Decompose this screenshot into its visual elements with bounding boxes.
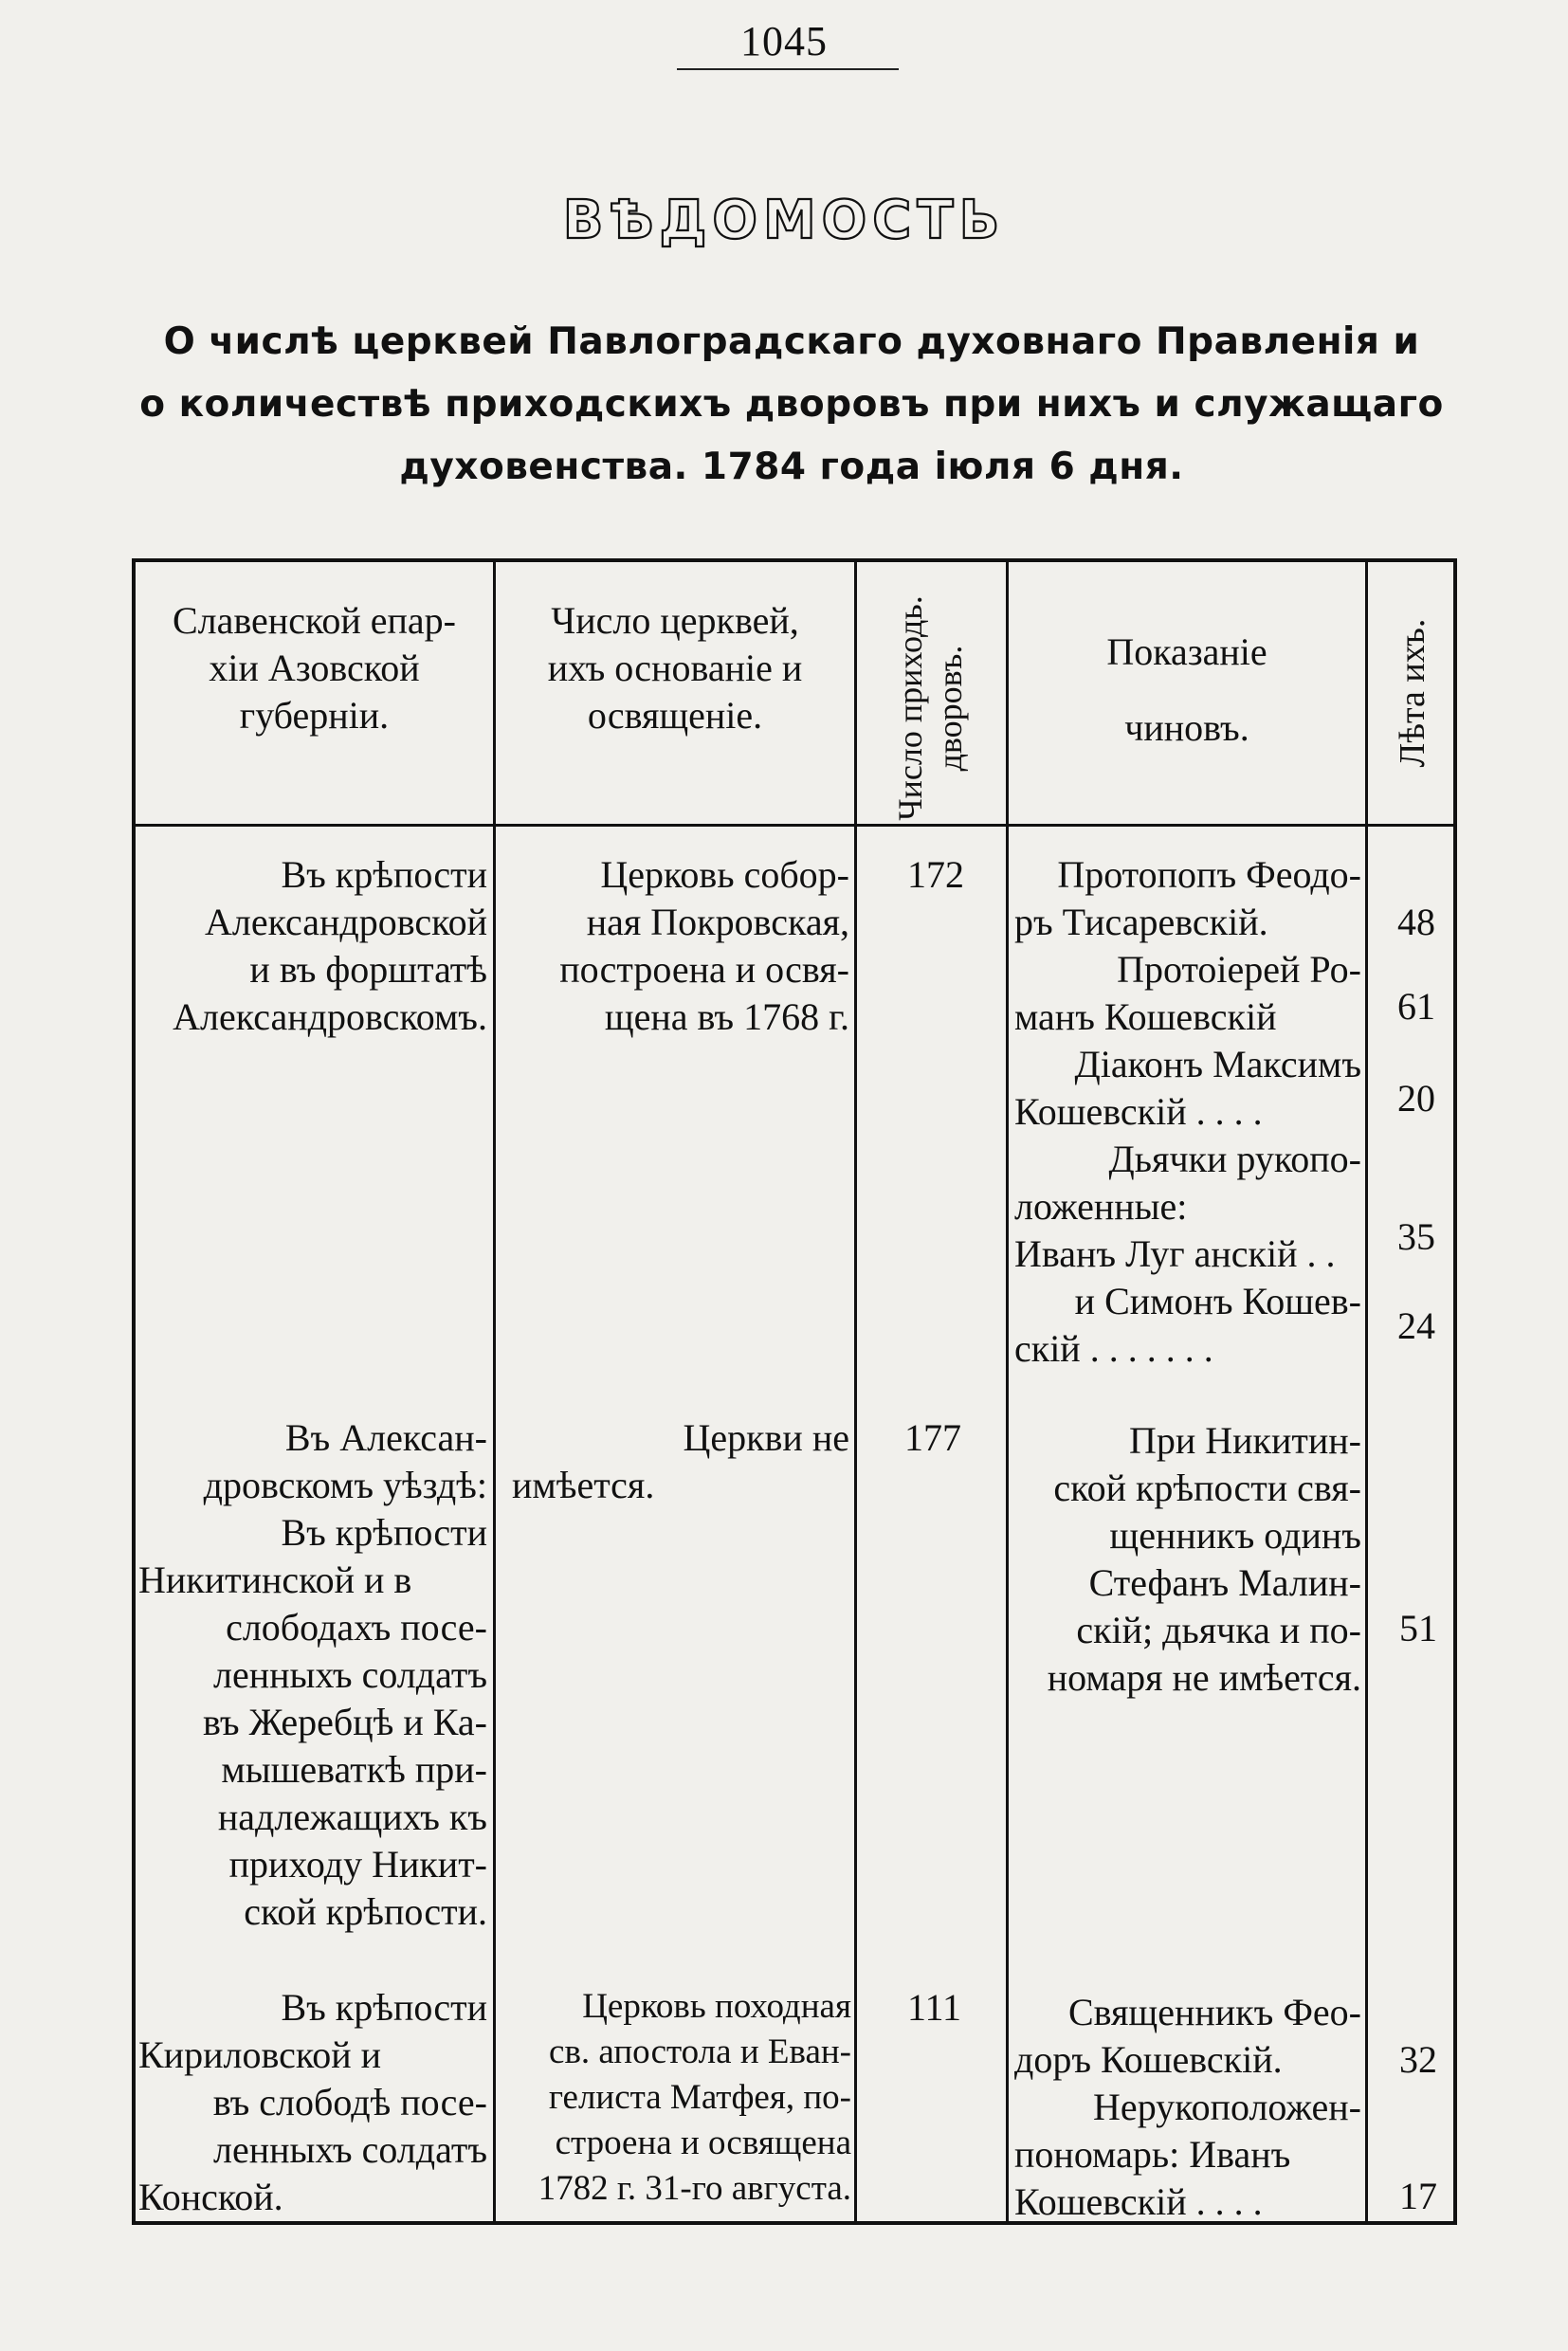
- text-line: скій . . . . . . .: [1014, 1327, 1213, 1370]
- row3-clergy: [1014, 1989, 1361, 2226]
- header-churches: [496, 597, 854, 739]
- text-line: строена и освящена: [555, 2123, 851, 2162]
- text-line: слободахъ посе-: [226, 1606, 487, 1649]
- text-line: и Симонъ Кошев-: [1074, 1280, 1361, 1322]
- subtitle-line: о количествѣ приходскихъ дворовъ при нихъ и служащаго: [139, 383, 1444, 426]
- text-line: Кошевскій . . . .: [1014, 2180, 1263, 2223]
- text-line: ная Покровская,: [586, 901, 849, 943]
- text-line: Александровскомъ.: [173, 995, 487, 1038]
- header-line: Число приходь.: [891, 595, 929, 821]
- text-line: построена и освя-: [559, 948, 849, 991]
- column-divider: [1365, 558, 1368, 2225]
- document-subtitle: [123, 311, 1460, 499]
- header-line: ихъ основаніе и: [547, 647, 803, 689]
- text-line: Протопопъ Феодо-: [1057, 853, 1361, 896]
- text-line: имѣется.: [512, 1464, 655, 1506]
- text-line: щенникъ одинъ: [1109, 1514, 1361, 1557]
- text-line: ленныхъ солдатъ: [213, 1653, 487, 1696]
- row3-church: [499, 1984, 851, 2212]
- text-line: Нерукоположен-: [1093, 2086, 1361, 2128]
- header-ranks: [1009, 614, 1365, 766]
- text-line: 1782 г. 31-го августа.: [538, 2169, 851, 2208]
- header-line: освященіе.: [587, 694, 763, 737]
- text-line: Церковь походная: [582, 1987, 851, 2026]
- header-divider: [132, 824, 1457, 827]
- row2-age: 51: [1399, 1607, 1437, 1649]
- column-divider: [1006, 558, 1009, 2225]
- text-line: Дьячки рукопо-: [1108, 1138, 1361, 1180]
- text-line: ской крѣпости свя-: [1053, 1467, 1361, 1509]
- text-line: Протоіерей Ро-: [1117, 948, 1361, 991]
- row3-households: 111: [907, 1986, 962, 2029]
- text-line: Александровской: [204, 901, 487, 943]
- row1-age: 35: [1397, 1215, 1435, 1258]
- clergy-table: [132, 558, 1457, 2225]
- header-line: Число церквей,: [551, 599, 799, 642]
- text-line: надлежащихъ къ: [217, 1795, 487, 1838]
- text-line: Стефанъ Малин-: [1088, 1561, 1361, 1604]
- text-line: и въ форштатѣ: [249, 948, 487, 991]
- text-line: Церкви не: [683, 1416, 849, 1459]
- page-number: 1045: [740, 18, 828, 64]
- header-ages: Лѣта ихъ.: [1393, 618, 1432, 768]
- text-line: мышеваткѣ при-: [221, 1748, 487, 1791]
- row2-place: [138, 1414, 487, 1936]
- text-line: Никитинской и в: [138, 1558, 412, 1601]
- text-line: манъ Кошевскій: [1014, 995, 1277, 1038]
- page-number-rule: [677, 68, 899, 70]
- row1-clergy: [1014, 851, 1361, 1373]
- header-line: дворовъ.: [931, 645, 969, 772]
- header-diocese: [136, 597, 493, 739]
- text-line: скій; дьячка и по-: [1076, 1609, 1361, 1651]
- text-line: доръ Кошевскій.: [1014, 2038, 1283, 2081]
- text-line: ръ Тисаревскій.: [1014, 901, 1268, 943]
- text-line: ложенные:: [1014, 1185, 1188, 1228]
- text-line: Въ Алексан-: [284, 1416, 487, 1459]
- page-number-wrap: [0, 17, 1568, 65]
- text-line: При Никитин-: [1128, 1419, 1361, 1462]
- row2-church: [512, 1414, 849, 1509]
- header-line: Славенской епар-: [172, 599, 456, 642]
- text-line: Иванъ Луг анскій . .: [1014, 1232, 1336, 1275]
- text-line: Священникъ Фео-: [1067, 1991, 1361, 2033]
- text-line: Въ крѣпости: [281, 1511, 487, 1554]
- column-divider: [493, 558, 496, 2225]
- header-line: губерніи.: [239, 694, 390, 737]
- column-divider: [854, 558, 857, 2225]
- text-line: пономарь: Иванъ: [1014, 2133, 1291, 2176]
- text-line: Церковь собор-: [600, 853, 849, 896]
- header-households: [890, 594, 970, 822]
- text-line: Кириловской и: [138, 2033, 382, 2076]
- text-line: ленныхъ солдатъ: [213, 2128, 487, 2171]
- row3-age: 32: [1399, 2038, 1437, 2081]
- subtitle-line: духовенства. 1784 года іюля 6 дня.: [399, 446, 1184, 488]
- text-line: въ Жеребцѣ и Ка-: [203, 1701, 487, 1743]
- text-line: ской крѣпости.: [244, 1890, 487, 1933]
- row1-age: 24: [1397, 1304, 1435, 1347]
- text-line: Конской.: [138, 2176, 283, 2218]
- document-title: ВѢДОМОСТЬ: [562, 190, 1006, 251]
- row3-place: [138, 1984, 487, 2221]
- text-line: номаря не имѣется.: [1047, 1656, 1361, 1699]
- row1-church: [502, 851, 849, 1041]
- text-line: Кошевскій . . . .: [1014, 1090, 1263, 1133]
- header-line: хіи Азовской: [209, 647, 420, 689]
- row3-age: 17: [1399, 2175, 1437, 2217]
- row1-households: 172: [907, 853, 964, 896]
- text-line: св. апостола и Еван-: [549, 2032, 851, 2071]
- header-line: Показаніе: [1106, 630, 1267, 673]
- subtitle-line: О числѣ церквей Павлоградскаго духовнаго Правленія и: [163, 320, 1420, 363]
- row2-households: 177: [904, 1416, 961, 1459]
- text-line: Въ крѣпости: [281, 1986, 487, 2029]
- row2-clergy: [1014, 1417, 1361, 1702]
- header-line: чиновъ.: [1124, 706, 1249, 749]
- text-line: Въ крѣпости: [281, 853, 487, 896]
- row1-age: 20: [1397, 1077, 1435, 1120]
- text-line: въ слободѣ посе-: [212, 2081, 487, 2123]
- text-line: дровскомъ уѣздѣ:: [203, 1464, 487, 1506]
- row1-place: [138, 851, 487, 1041]
- row1-age: 61: [1397, 985, 1435, 1028]
- text-line: гелиста Матфея, по-: [548, 2078, 851, 2117]
- text-line: приходу Никит-: [228, 1843, 487, 1886]
- text-line: Діаконъ Максимъ: [1074, 1043, 1361, 1085]
- text-line: щена въ 1768 г.: [604, 995, 849, 1038]
- row1-age: 48: [1397, 901, 1435, 943]
